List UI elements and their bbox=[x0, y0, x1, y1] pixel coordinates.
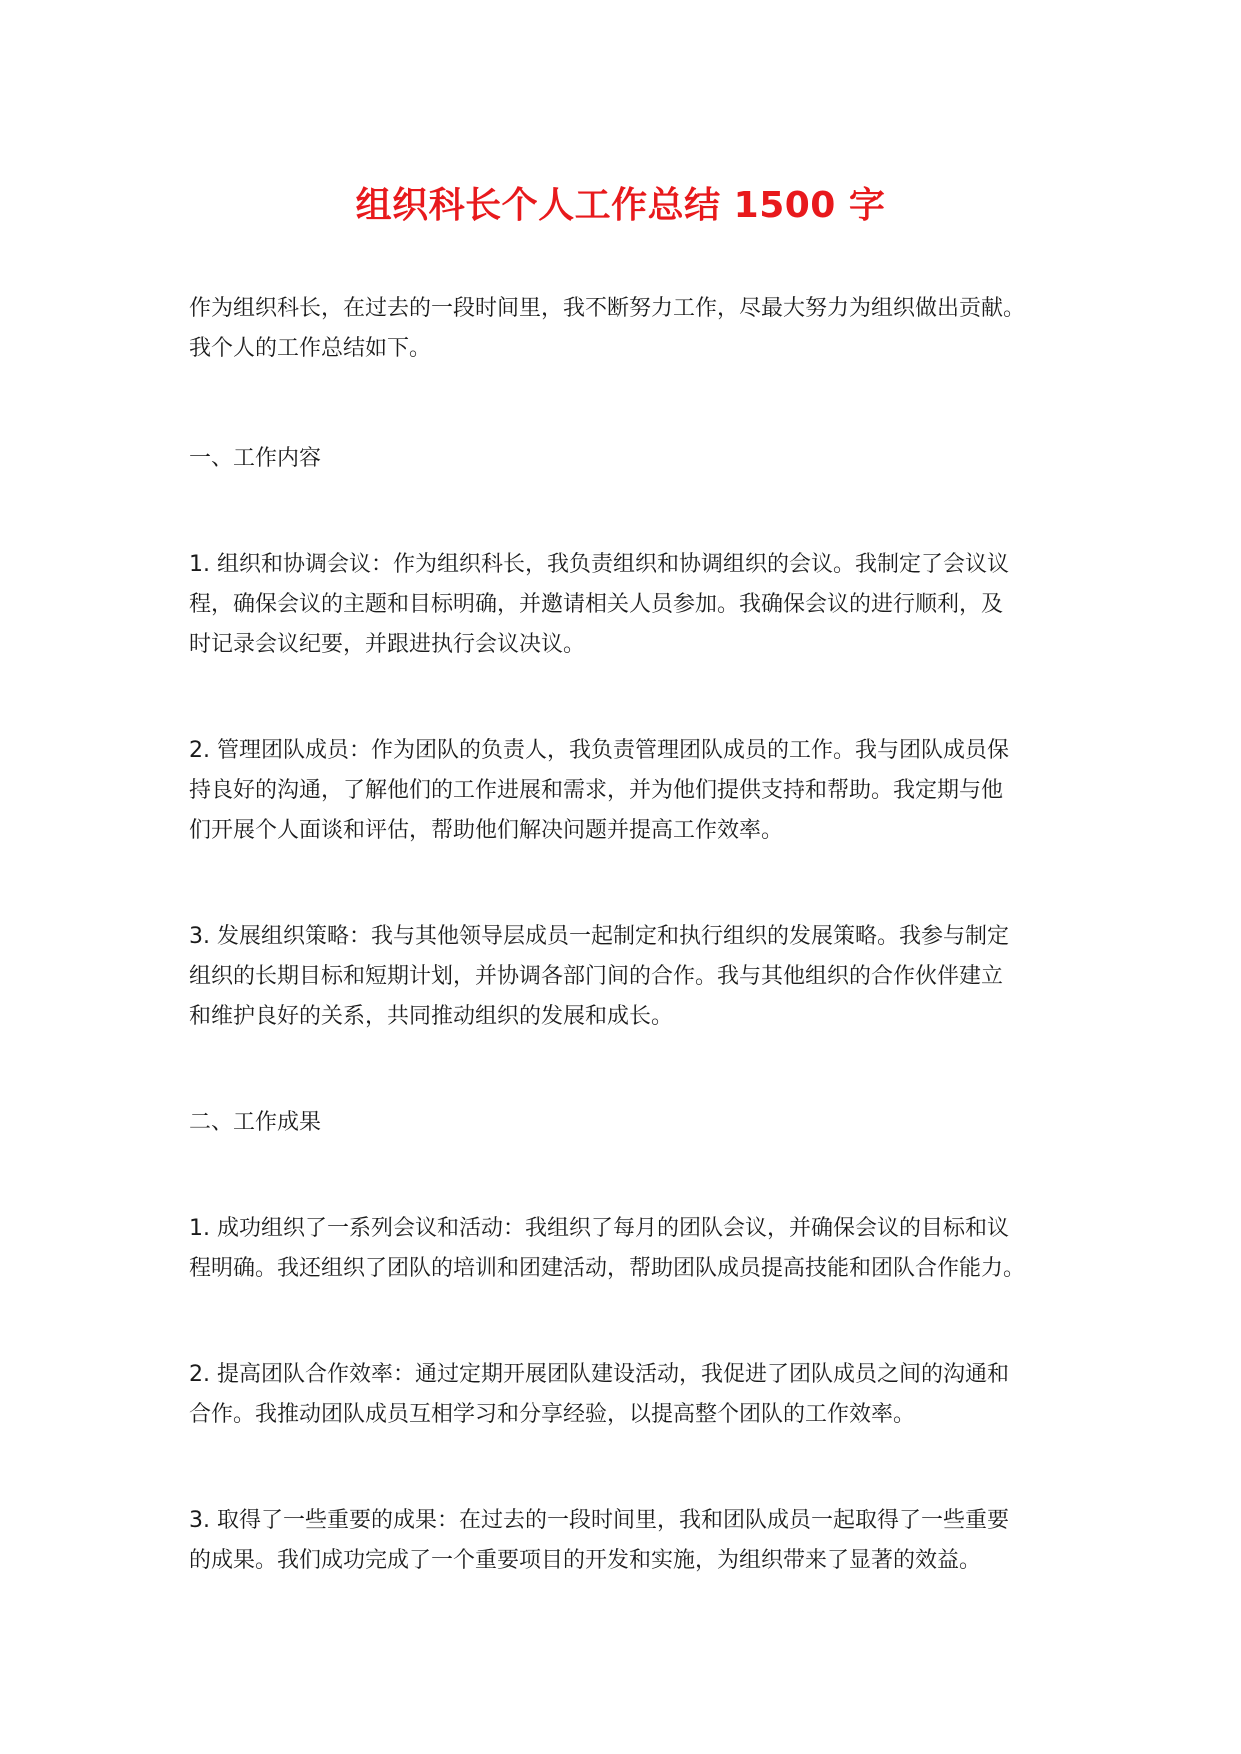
text-line: 1. 组织和协调会议：作为组织科长，我负责组织和协调组织的会议。我制定了会议议 bbox=[189, 552, 1009, 577]
list-item bbox=[189, 917, 1069, 1037]
text-line: 程，确保会议的主题和目标明确，并邀请相关人员参加。我确保会议的进行顺利，及 bbox=[189, 592, 1004, 617]
text-line: 们开展个人面谈和评估，帮助他们解决问题并提高工作效率。 bbox=[189, 818, 784, 843]
section-heading-work-content: 一、工作内容 bbox=[189, 446, 322, 471]
list-item bbox=[189, 731, 1069, 851]
text-line: 2. 管理团队成员：作为团队的负责人，我负责管理团队成员的工作。我与团队成员保 bbox=[189, 738, 1009, 763]
text-line: 1. 成功组织了一系列会议和活动：我组织了每月的团队会议，并确保会议的目标和议 bbox=[189, 1216, 1009, 1241]
text-line: 2. 提高团队合作效率：通过定期开展团队建设活动，我促进了团队成员之间的沟通和 bbox=[189, 1362, 1009, 1387]
text-line: 程明确。我还组织了团队的培训和团建活动，帮助团队成员提高技能和团队合作能力。 bbox=[189, 1256, 1026, 1281]
text-line: 时记录会议纪要，并跟进执行会议决议。 bbox=[189, 632, 586, 657]
list-item bbox=[189, 1501, 1069, 1581]
text-line: 的成果。我们成功完成了一个重要项目的开发和实施，为组织带来了显著的效益。 bbox=[189, 1548, 982, 1573]
list-item bbox=[189, 1355, 1069, 1435]
text-line: 作为组织科长，在过去的一段时间里，我不断努力工作，尽最大努力为组织做出贡献。 bbox=[189, 296, 1026, 321]
list-item bbox=[189, 1209, 1069, 1289]
text-line: 和维护良好的关系，共同推动组织的发展和成长。 bbox=[189, 1004, 674, 1029]
list-item bbox=[189, 545, 1069, 665]
text-line: 持良好的沟通，了解他们的工作进展和需求，并为他们提供支持和帮助。我定期与他 bbox=[189, 778, 1004, 803]
document-title: 组织科长个人工作总结 1500 字 bbox=[355, 185, 886, 226]
intro-paragraph bbox=[189, 289, 1069, 369]
text-line: 3. 发展组织策略：我与其他领导层成员一起制定和执行组织的发展策略。我参与制定 bbox=[189, 924, 1009, 949]
text-line: 我个人的工作总结如下。 bbox=[189, 336, 432, 361]
text-line: 组织的长期目标和短期计划，并协调各部门间的合作。我与其他组织的合作伙伴建立 bbox=[189, 964, 1004, 989]
text-line: 3. 取得了一些重要的成果：在过去的一段时间里，我和团队成员一起取得了一些重要 bbox=[189, 1508, 1009, 1533]
section-heading-work-results: 二、工作成果 bbox=[189, 1110, 322, 1135]
document-body bbox=[189, 289, 1069, 1581]
text-line: 合作。我推动团队成员互相学习和分享经验，以提高整个团队的工作效率。 bbox=[189, 1402, 916, 1427]
